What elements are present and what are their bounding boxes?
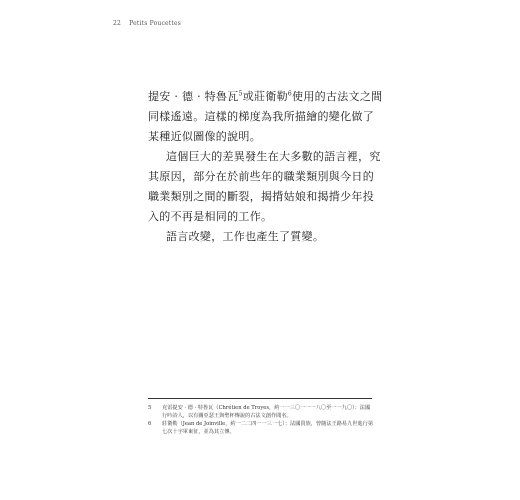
paragraph-1-text-a: 提安 · 德 · 特魯瓦: [148, 90, 239, 103]
paragraph-1-text-b: 或莊衛勒: [242, 90, 288, 103]
paragraph-2: 這個巨大的差異發生在大多數的語言裡，究其原因，部分在於前些年的職業類別與今日的職業類別之間的斷裂，揭揹姑娘和揭揹少年投入的不再是相同的工作。: [148, 150, 381, 223]
footnote-number: 6: [148, 421, 152, 427]
footnote-ref-5: 5: [238, 90, 243, 98]
body-text: [148, 87, 383, 247]
footnote-text: 克雷提安 · 德 · 特魯瓦（Chrétien de Troyes，約一一三〇一一一八〇至一一九〇）：法國行吟詩人，以有關亞瑟王與聖杯傳說的古法文創作聞名。: [162, 405, 371, 419]
footnote: [148, 404, 374, 420]
paragraph-1: [148, 87, 383, 147]
running-head: [113, 20, 181, 27]
footnote-divider: [148, 398, 372, 399]
footnote: [148, 420, 374, 436]
paragraph-1-text-c: 使用的古法文之間同樣遙遠。這樣的梯度為我所描繪的變化做了某種近似圖像的說明。: [148, 90, 383, 143]
footnote-ref-6: 6: [287, 90, 293, 98]
running-head-title: Petits Poucettes: [129, 20, 182, 27]
footnote-number: 5: [148, 405, 152, 411]
footnotes: [148, 404, 374, 436]
footnote-text: 莊衛勒（Jean de Joinville，約一二二四一一三一七）：法國貴族，曾隨法王路易九世進行第七次十字軍東征，並為其立傳。: [162, 421, 374, 435]
page-number: 22: [113, 20, 122, 27]
paragraph-3: 語言改變，工作也產生了質變。: [166, 230, 325, 243]
